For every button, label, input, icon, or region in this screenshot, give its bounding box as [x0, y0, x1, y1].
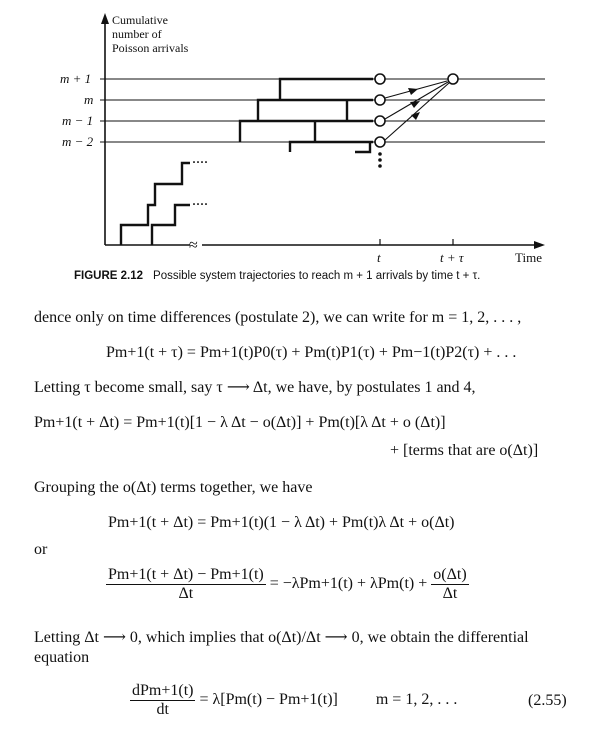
- x-axis-label: Time: [515, 250, 542, 265]
- word-or: or: [34, 541, 48, 558]
- equation-5-rhs: = λ[Pm(t) − Pm+1(t)]: [199, 691, 338, 709]
- equation-5-fraction: [130, 682, 195, 719]
- x-axis-arrow: [534, 241, 545, 249]
- equation-4-remainder-numerator: o(Δt): [433, 566, 467, 583]
- level-label-m-minus-1: m − 1: [62, 113, 94, 128]
- trajectory-short-3: [355, 142, 370, 152]
- staircase-ellipsis-upper: ····: [192, 155, 209, 169]
- equation-2-line-1: Pm+1(t + Δt) = Pm+1(t)[1 − λ Δt − o(Δt)] + Pm(t)[λ Δt + o (Δt)]: [34, 414, 446, 431]
- equation-4-denominator: Δt: [178, 585, 194, 602]
- y-axis-label-3: Poisson arrivals: [112, 41, 189, 55]
- transition-arrow-from-m-minus-2: [385, 83, 449, 140]
- equation-3: Pm+1(t + Δt) = Pm+1(t)(1 − λ Δt) + Pm(t)λ Δt + o(Δt): [108, 514, 455, 531]
- paragraph-4: Letting Δt ⟶ 0, which implies that o(Δt)/Δt ⟶ 0, we obtain the differential equation: [34, 629, 529, 666]
- trajectory-to-m: [258, 100, 373, 121]
- staircase-trajectory-lower: [152, 205, 190, 245]
- trajectory-to-m-plus-1: [280, 79, 373, 100]
- y-axis-label-2: number of: [112, 27, 162, 41]
- trajectory-to-m-minus-1: [240, 121, 373, 142]
- equation-5: [130, 682, 457, 719]
- level-label-m-plus-1: m + 1: [60, 71, 92, 86]
- level-label-m-minus-2: m − 2: [62, 134, 94, 149]
- figure-caption-label: FIGURE 2.12: [74, 270, 144, 282]
- y-axis-label-1: Cumulative: [112, 13, 168, 27]
- paragraph-3: Grouping the o(Δt) terms together, we have: [34, 479, 313, 496]
- equation-4-remainder-fraction: [431, 566, 468, 603]
- level-label-m: m: [84, 92, 94, 107]
- equation-2-line-2: + [terms that are o(Δt)]: [390, 442, 539, 459]
- figure-caption-text: Possible system trajectories to reach m + 1 arrivals by time t + τ.: [153, 270, 481, 282]
- state-circle-m: [375, 95, 385, 105]
- axis-break-mark: ≈: [189, 237, 198, 254]
- figure-trajectories: [0, 0, 589, 290]
- figure-caption: [74, 270, 574, 282]
- state-circle-m-plus-1: [375, 74, 385, 84]
- equation-5-denominator: dt: [156, 701, 169, 718]
- staircase-ellipsis-lower: ····: [192, 197, 209, 211]
- equation-1: Pm+1(t + τ) = Pm+1(t)P0(τ) + Pm(t)P1(τ) + Pm−1(t)P2(τ) + . . .: [106, 344, 517, 361]
- equation-5-range: m = 1, 2, . . .: [375, 691, 458, 709]
- equation-4-fraction: [106, 566, 266, 603]
- trajectory-to-m-minus-2: [290, 142, 373, 152]
- state-circle-m-minus-2: [375, 137, 385, 147]
- state-circle-m-minus-1: [375, 116, 385, 126]
- equation-5-numerator: dPm+1(t): [132, 682, 194, 699]
- trajectory-diagram: [0, 0, 589, 290]
- tick-label-t: t: [377, 250, 381, 265]
- equation-4-numerator: Pm+1(t + Δt) − Pm+1(t): [108, 566, 264, 583]
- paragraph-1: dence only on time differences (postulate 2), we can write for m = 1, 2, . . . ,: [34, 309, 522, 326]
- equation-4-remainder-denominator: Δt: [442, 585, 458, 602]
- equation-number: (2.55): [528, 692, 567, 709]
- target-state-circle: [448, 74, 458, 84]
- paragraph-2: Letting τ become small, say τ ⟶ Δt, we have, by postulates 1 and 4,: [34, 379, 476, 396]
- y-axis-arrow: [101, 13, 109, 24]
- equation-4-rhs: = −λPm+1(t) + λPm(t) +: [269, 575, 428, 593]
- tick-label-t-plus-tau: t + τ: [440, 250, 464, 265]
- equation-4: [106, 566, 469, 603]
